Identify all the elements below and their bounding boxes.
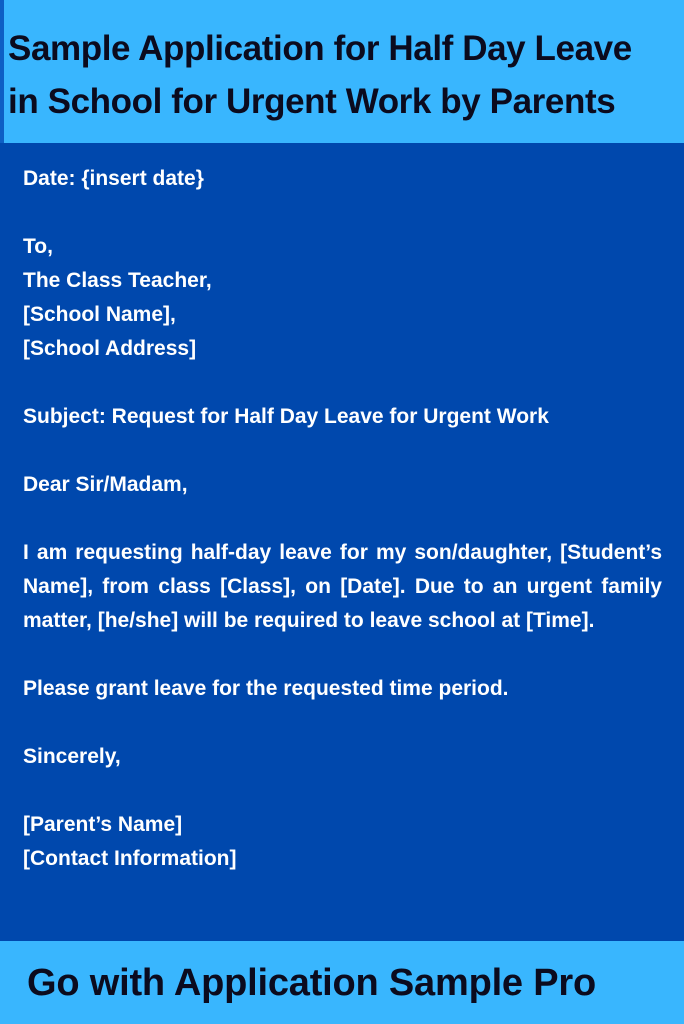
letter-recipient: The Class Teacher, [23, 269, 212, 292]
letter-body-paragraph: I am requesting half-day leave for my son/daughter, [Student’s Name], from class [Class], on [Date]. Due to an urgent family matter, [he/she] will be required to leave school at [Time]. [23, 541, 662, 632]
letter-salutation: Dear Sir/Madam, [23, 473, 188, 496]
letter-subject: Subject: Request for Half Day Leave for Urgent Work [23, 405, 549, 428]
letter-parent-name: [Parent’s Name] [23, 813, 183, 836]
spacer [23, 196, 662, 230]
letter-body [23, 162, 662, 876]
letter-request: Please grant leave for the requested time period. [23, 677, 509, 700]
letter-school-address: [School Address] [23, 337, 197, 360]
footer-banner [0, 941, 684, 1024]
page-title [8, 22, 678, 128]
spacer [23, 706, 662, 740]
spacer [23, 434, 662, 468]
spacer [23, 774, 662, 808]
footer-text: Go with Application Sample Pro [27, 962, 596, 1004]
letter-to: To, [23, 235, 53, 258]
letter-closing: Sincerely, [23, 745, 121, 768]
title-line-1: Sample Application for Half Day Leave [8, 29, 632, 68]
title-line-2: in School for Urgent Work by Parents [8, 82, 616, 121]
spacer [23, 366, 662, 400]
letter-contact: [Contact Information] [23, 847, 237, 870]
letter-school-name: [School Name], [23, 303, 176, 326]
spacer [23, 502, 662, 536]
spacer [23, 638, 662, 672]
header-banner [0, 0, 684, 143]
letter-date: Date: {insert date} [23, 167, 204, 190]
